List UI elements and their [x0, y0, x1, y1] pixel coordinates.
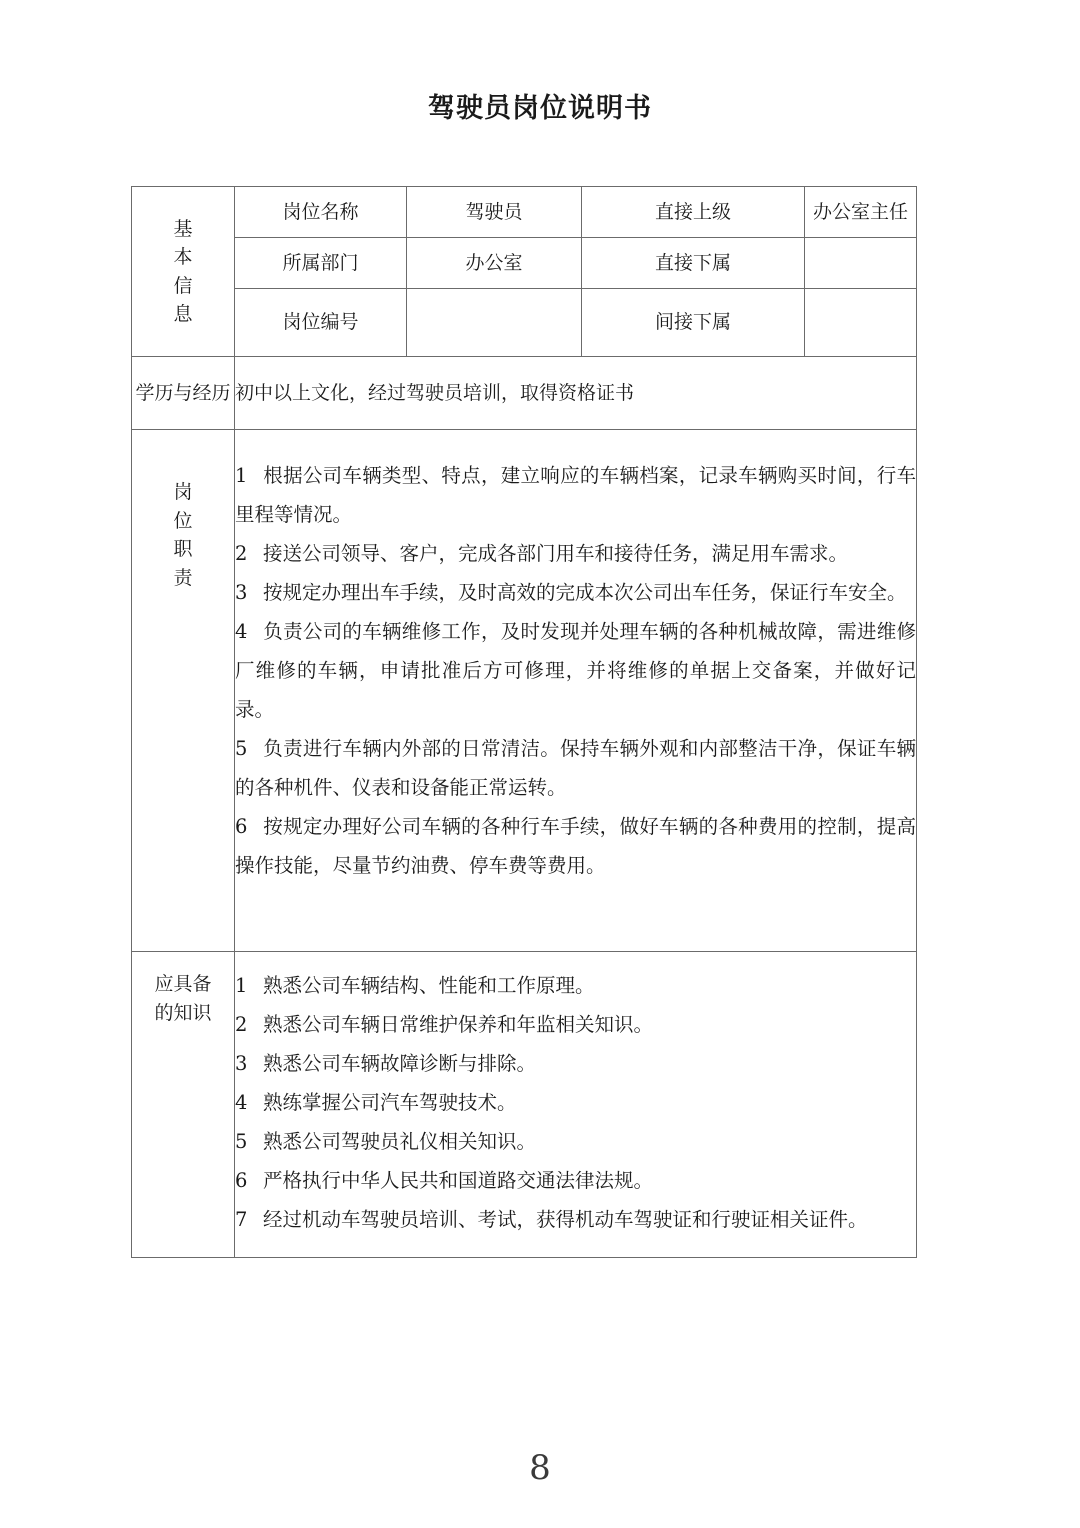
field-value-direct-supervisor: 办公室主任: [805, 187, 917, 238]
list-item: [235, 1122, 916, 1161]
knowledge-list-cell: [235, 952, 917, 1258]
education-label: 学历与经历: [132, 357, 235, 430]
list-item: [235, 807, 916, 885]
field-value-position-name: 驾驶员: [407, 187, 582, 238]
list-item-text: 负责进行车辆内外部的日常清洁。保持车辆外观和内部整洁干净，保证车辆的各种机件、仪表和设备能正常运转。: [235, 737, 916, 799]
list-item-number: 6: [235, 1169, 248, 1192]
list-item-number: 5: [235, 737, 248, 760]
list-item-number: 7: [235, 1208, 248, 1231]
field-value-indirect-subordinate: [805, 289, 917, 357]
job-description-table: [131, 186, 917, 1258]
education-value: 初中以上文化，经过驾驶员培训，取得资格证书: [235, 357, 917, 430]
basic-info-label-char: 息: [173, 303, 193, 325]
basic-info-label-char: 信: [173, 274, 193, 297]
field-value-position-code: [407, 289, 582, 357]
table-row: [132, 430, 917, 952]
list-item: [235, 966, 916, 1005]
list-item: [235, 573, 916, 612]
list-item-number: 1: [235, 974, 248, 997]
duties-list: [235, 456, 916, 885]
list-item: [235, 534, 916, 573]
list-item: [235, 456, 916, 534]
list-item-text: 根据公司车辆类型、特点，建立响应的车辆档案，记录车辆购买时间，行车里程等情况。: [235, 464, 916, 526]
list-item-text: 熟悉公司车辆结构、性能和工作原理。: [263, 974, 595, 997]
field-label-position-name: 岗位名称: [235, 187, 407, 238]
list-item-number: 4: [235, 1091, 248, 1114]
duties-list-cell: [235, 430, 917, 952]
knowledge-list: [235, 966, 916, 1239]
field-value-department: 办公室: [407, 238, 582, 289]
table-row: [132, 952, 917, 1258]
basic-info-label-char: 基: [173, 217, 193, 240]
list-item: [235, 729, 916, 807]
list-item-number: 2: [235, 542, 248, 565]
list-item: [235, 1083, 916, 1122]
field-label-position-code: 岗位编号: [235, 289, 407, 357]
field-label-indirect-subordinate: 间接下属: [582, 289, 805, 357]
page-number: 8: [529, 1448, 551, 1488]
table-row: [132, 289, 917, 357]
field-label-direct-supervisor: 直接上级: [582, 187, 805, 238]
list-item: [235, 1044, 916, 1083]
list-item-number: 2: [235, 1013, 248, 1036]
list-item-text: 接送公司领导、客户，完成各部门用车和接待任务，满足用车需求。: [263, 542, 849, 565]
duties-label-char: 责: [173, 566, 193, 589]
list-item-number: 5: [235, 1130, 248, 1153]
list-item-number: 6: [235, 815, 248, 838]
basic-info-label: [132, 187, 235, 357]
list-item-text: 熟悉公司车辆故障诊断与排除。: [263, 1052, 537, 1075]
list-item-number: 4: [235, 620, 248, 643]
list-item-text: 按规定办理出车手续，及时高效的完成本次公司出车任务，保证行车安全。: [263, 581, 907, 604]
list-item-text: 经过机动车驾驶员培训、考试，获得机动车驾驶证和行驶证相关证件。: [263, 1208, 868, 1231]
basic-info-label-char: 本: [173, 246, 193, 268]
table-row: [132, 238, 917, 289]
list-item: [235, 612, 916, 729]
page-title: 驾驶员岗位说明书: [428, 93, 652, 124]
field-value-direct-subordinate: [805, 238, 917, 289]
list-item-text: 熟悉公司车辆日常维护保养和年监相关知识。: [263, 1013, 654, 1036]
list-item-number: 3: [235, 1052, 248, 1075]
duties-label: [132, 430, 235, 952]
field-label-direct-subordinate: 直接下属: [582, 238, 805, 289]
knowledge-label-line: 应具备: [154, 973, 212, 995]
list-item-number: 3: [235, 581, 248, 604]
table-row: [132, 357, 917, 430]
list-item-text: 熟悉公司驾驶员礼仪相关知识。: [263, 1130, 537, 1153]
list-item-text: 负责公司的车辆维修工作，及时发现并处理车辆的各种机械故障，需进维修厂维修的车辆，申请批准后方可修理，并将维修的单据上交备案，并做好记录。: [235, 620, 916, 721]
knowledge-label-line: 的知识: [154, 1001, 212, 1024]
duties-label-char: 岗: [173, 481, 193, 503]
list-item: [235, 1005, 916, 1044]
duties-label-char: 职: [173, 538, 193, 560]
knowledge-label: [132, 952, 235, 1258]
list-item-text: 按规定办理好公司车辆的各种行车手续，做好车辆的各种费用的控制，提高操作技能，尽量节约油费、停车费等费用。: [235, 815, 916, 877]
list-item-number: 1: [235, 464, 248, 487]
table-row: [132, 187, 917, 238]
list-item: [235, 1161, 916, 1200]
duties-label-char: 位: [173, 509, 193, 532]
list-item-text: 熟练掌握公司汽车驾驶技术。: [263, 1091, 517, 1114]
field-label-department: 所属部门: [235, 238, 407, 289]
list-item-text: 严格执行中华人民共和国道路交通法律法规。: [263, 1169, 654, 1192]
list-item: [235, 1200, 916, 1239]
